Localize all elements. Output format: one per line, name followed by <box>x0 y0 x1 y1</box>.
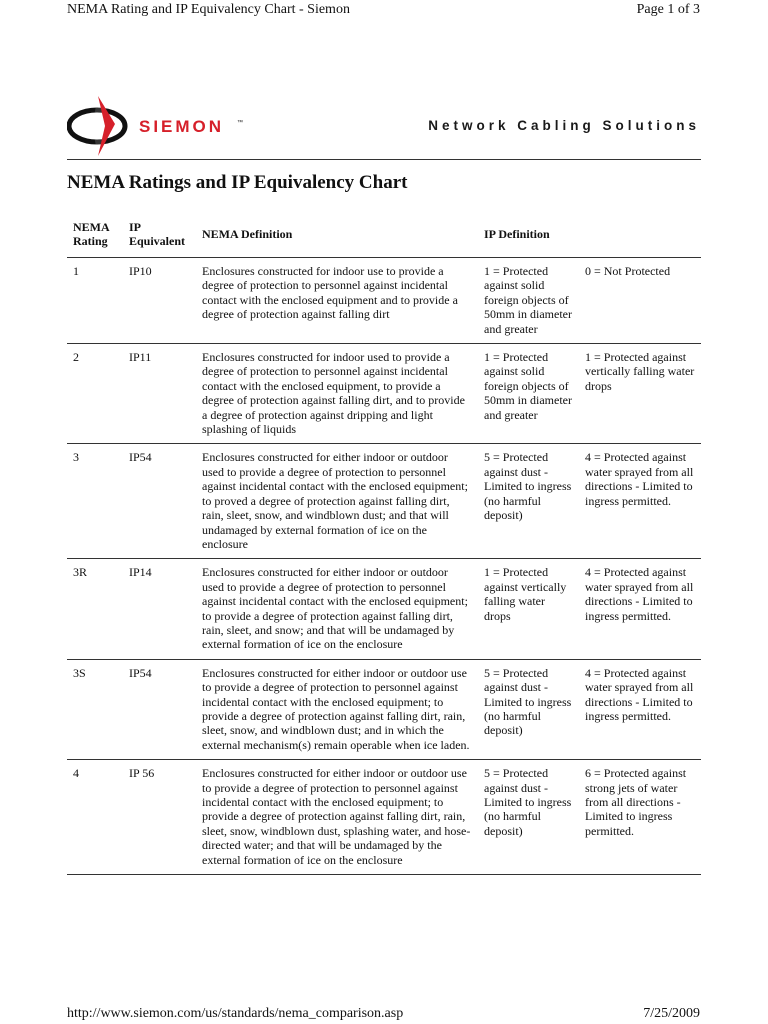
table-row <box>67 344 701 444</box>
cell-ip-definition-second-digit: 1 = Protected against vertically falling water drops <box>579 344 701 444</box>
table-row <box>67 258 701 344</box>
cell-nema-definition: Enclosures constructed for either indoor or outdoor used to provide a degree of protection to personnel against incidental contact with the enclosed equipment; to proved a degree of protection against falling dirt, rain, sleet, snow, and windblown dust; and that will undamaged by external formation of ice on the enclosure <box>196 444 478 559</box>
table-row <box>67 760 701 875</box>
cell-ip: IP54 <box>123 444 196 559</box>
cell-ip-definition-second-digit: 4 = Protected against water sprayed from all directions - Limited to ingress permitted. <box>579 659 701 759</box>
cell-nema-definition: Enclosures constructed for either indoor or outdoor use to provide a degree of protection to personnel against incidental contact with the enclosed equipment; to provide a degree of protection against falling dirt, rain, sleet, snow, windblown dust, splashing water, and hose-directed water; and that will be undamaged by the external formation of ice on the enclosure <box>196 760 478 875</box>
cell-ip-definition-second-digit: 4 = Protected against water sprayed from all directions - Limited to ingress permitted. <box>579 559 701 659</box>
cell-ip-definition-second-digit: 6 = Protected against strong jets of water from all directions - Limited to ingress permitted. <box>579 760 701 875</box>
cell-nema-definition: Enclosures constructed for either indoor or outdoor used to provide a degree of protection to personnel against incidental contact with the enclosed equipment; to provide a degree of protection against falling dirt, rain, sleet, and snow; and that will be undamaged by external formation of ice on the enclosure <box>196 559 478 659</box>
brand-trademark: ™ <box>237 120 243 126</box>
cell-nema-definition: Enclosures constructed for indoor use to provide a degree of protection to personnel against incidental contact with the enclosed equipment and to provide a degree of protection against falling dirt <box>196 258 478 344</box>
cell-ip-definition-first-digit: 1 = Protected against solid foreign objects of 50mm in diameter and greater <box>478 344 579 444</box>
footer-url: http://www.siemon.com/us/standards/nema_comparison.asp <box>67 1006 404 1021</box>
column-header-ip-definition: IP Definition <box>478 214 579 258</box>
table-row <box>67 444 701 559</box>
cell-ip: IP54 <box>123 659 196 759</box>
cell-rating: 4 <box>67 760 123 875</box>
siemon-logo <box>67 96 257 160</box>
header-rule <box>67 159 701 160</box>
tagline: Network Cabling Solutions <box>428 118 700 133</box>
cell-ip-definition-first-digit: 1 = Protected against vertically falling water drops <box>478 559 579 659</box>
cell-nema-definition: Enclosures constructed for either indoor or outdoor use to provide a degree of protection to personnel against incidental contact with the enclosed equipment; to provide a degree of protection against falling dirt, rain, sleet, snow, and windblown dust; and in which the external mechanism(s) remain operable when ice laden. <box>196 659 478 759</box>
column-header-nema-definition: NEMA Definition <box>196 214 478 258</box>
cell-rating: 1 <box>67 258 123 344</box>
table-row <box>67 659 701 759</box>
brand-name: SIEMON <box>139 117 225 136</box>
cell-ip-definition-first-digit: 5 = Protected against dust - Limited to ingress (no harmful deposit) <box>478 760 579 875</box>
cell-rating: 3R <box>67 559 123 659</box>
cell-ip-definition-second-digit: 4 = Protected against water sprayed from all directions - Limited to ingress permitted. <box>579 444 701 559</box>
cell-rating: 2 <box>67 344 123 444</box>
table-header-row <box>67 214 701 258</box>
cell-ip: IP11 <box>123 344 196 444</box>
cell-rating: 3 <box>67 444 123 559</box>
print-header-page: Page 1 of 3 <box>636 2 700 17</box>
footer-date: 7/25/2009 <box>643 1006 700 1021</box>
cell-rating: 3S <box>67 659 123 759</box>
cell-ip-definition-first-digit: 5 = Protected against dust - Limited to ingress (no harmful deposit) <box>478 659 579 759</box>
nema-ip-table <box>67 214 701 875</box>
brand-bar <box>67 92 700 160</box>
column-header-ip-definition-2 <box>579 214 701 258</box>
cell-ip-definition-second-digit: 0 = Not Protected <box>579 258 701 344</box>
cell-ip: IP10 <box>123 258 196 344</box>
cell-ip: IP 56 <box>123 760 196 875</box>
column-header-nema-rating: NEMA Rating <box>67 214 123 258</box>
cell-ip: IP14 <box>123 559 196 659</box>
print-header-title: NEMA Rating and IP Equivalency Chart - Siemon <box>67 2 350 17</box>
cell-ip-definition-first-digit: 5 = Protected against dust - Limited to ingress (no harmful deposit) <box>478 444 579 559</box>
table-row <box>67 559 701 659</box>
column-header-ip-equivalent: IP Equivalent <box>123 214 196 258</box>
print-header <box>67 0 700 20</box>
cell-ip-definition-first-digit: 1 = Protected against solid foreign objects of 50mm in diameter and greater <box>478 258 579 344</box>
page-title: NEMA Ratings and IP Equivalency Chart <box>67 172 408 193</box>
cell-nema-definition: Enclosures constructed for indoor used to provide a degree of protection to personnel against incidental contact with the enclosed equipment, to provide a degree of protection against falling dirt, and to provide a degree of protection against dripping and light splashing of liquids <box>196 344 478 444</box>
